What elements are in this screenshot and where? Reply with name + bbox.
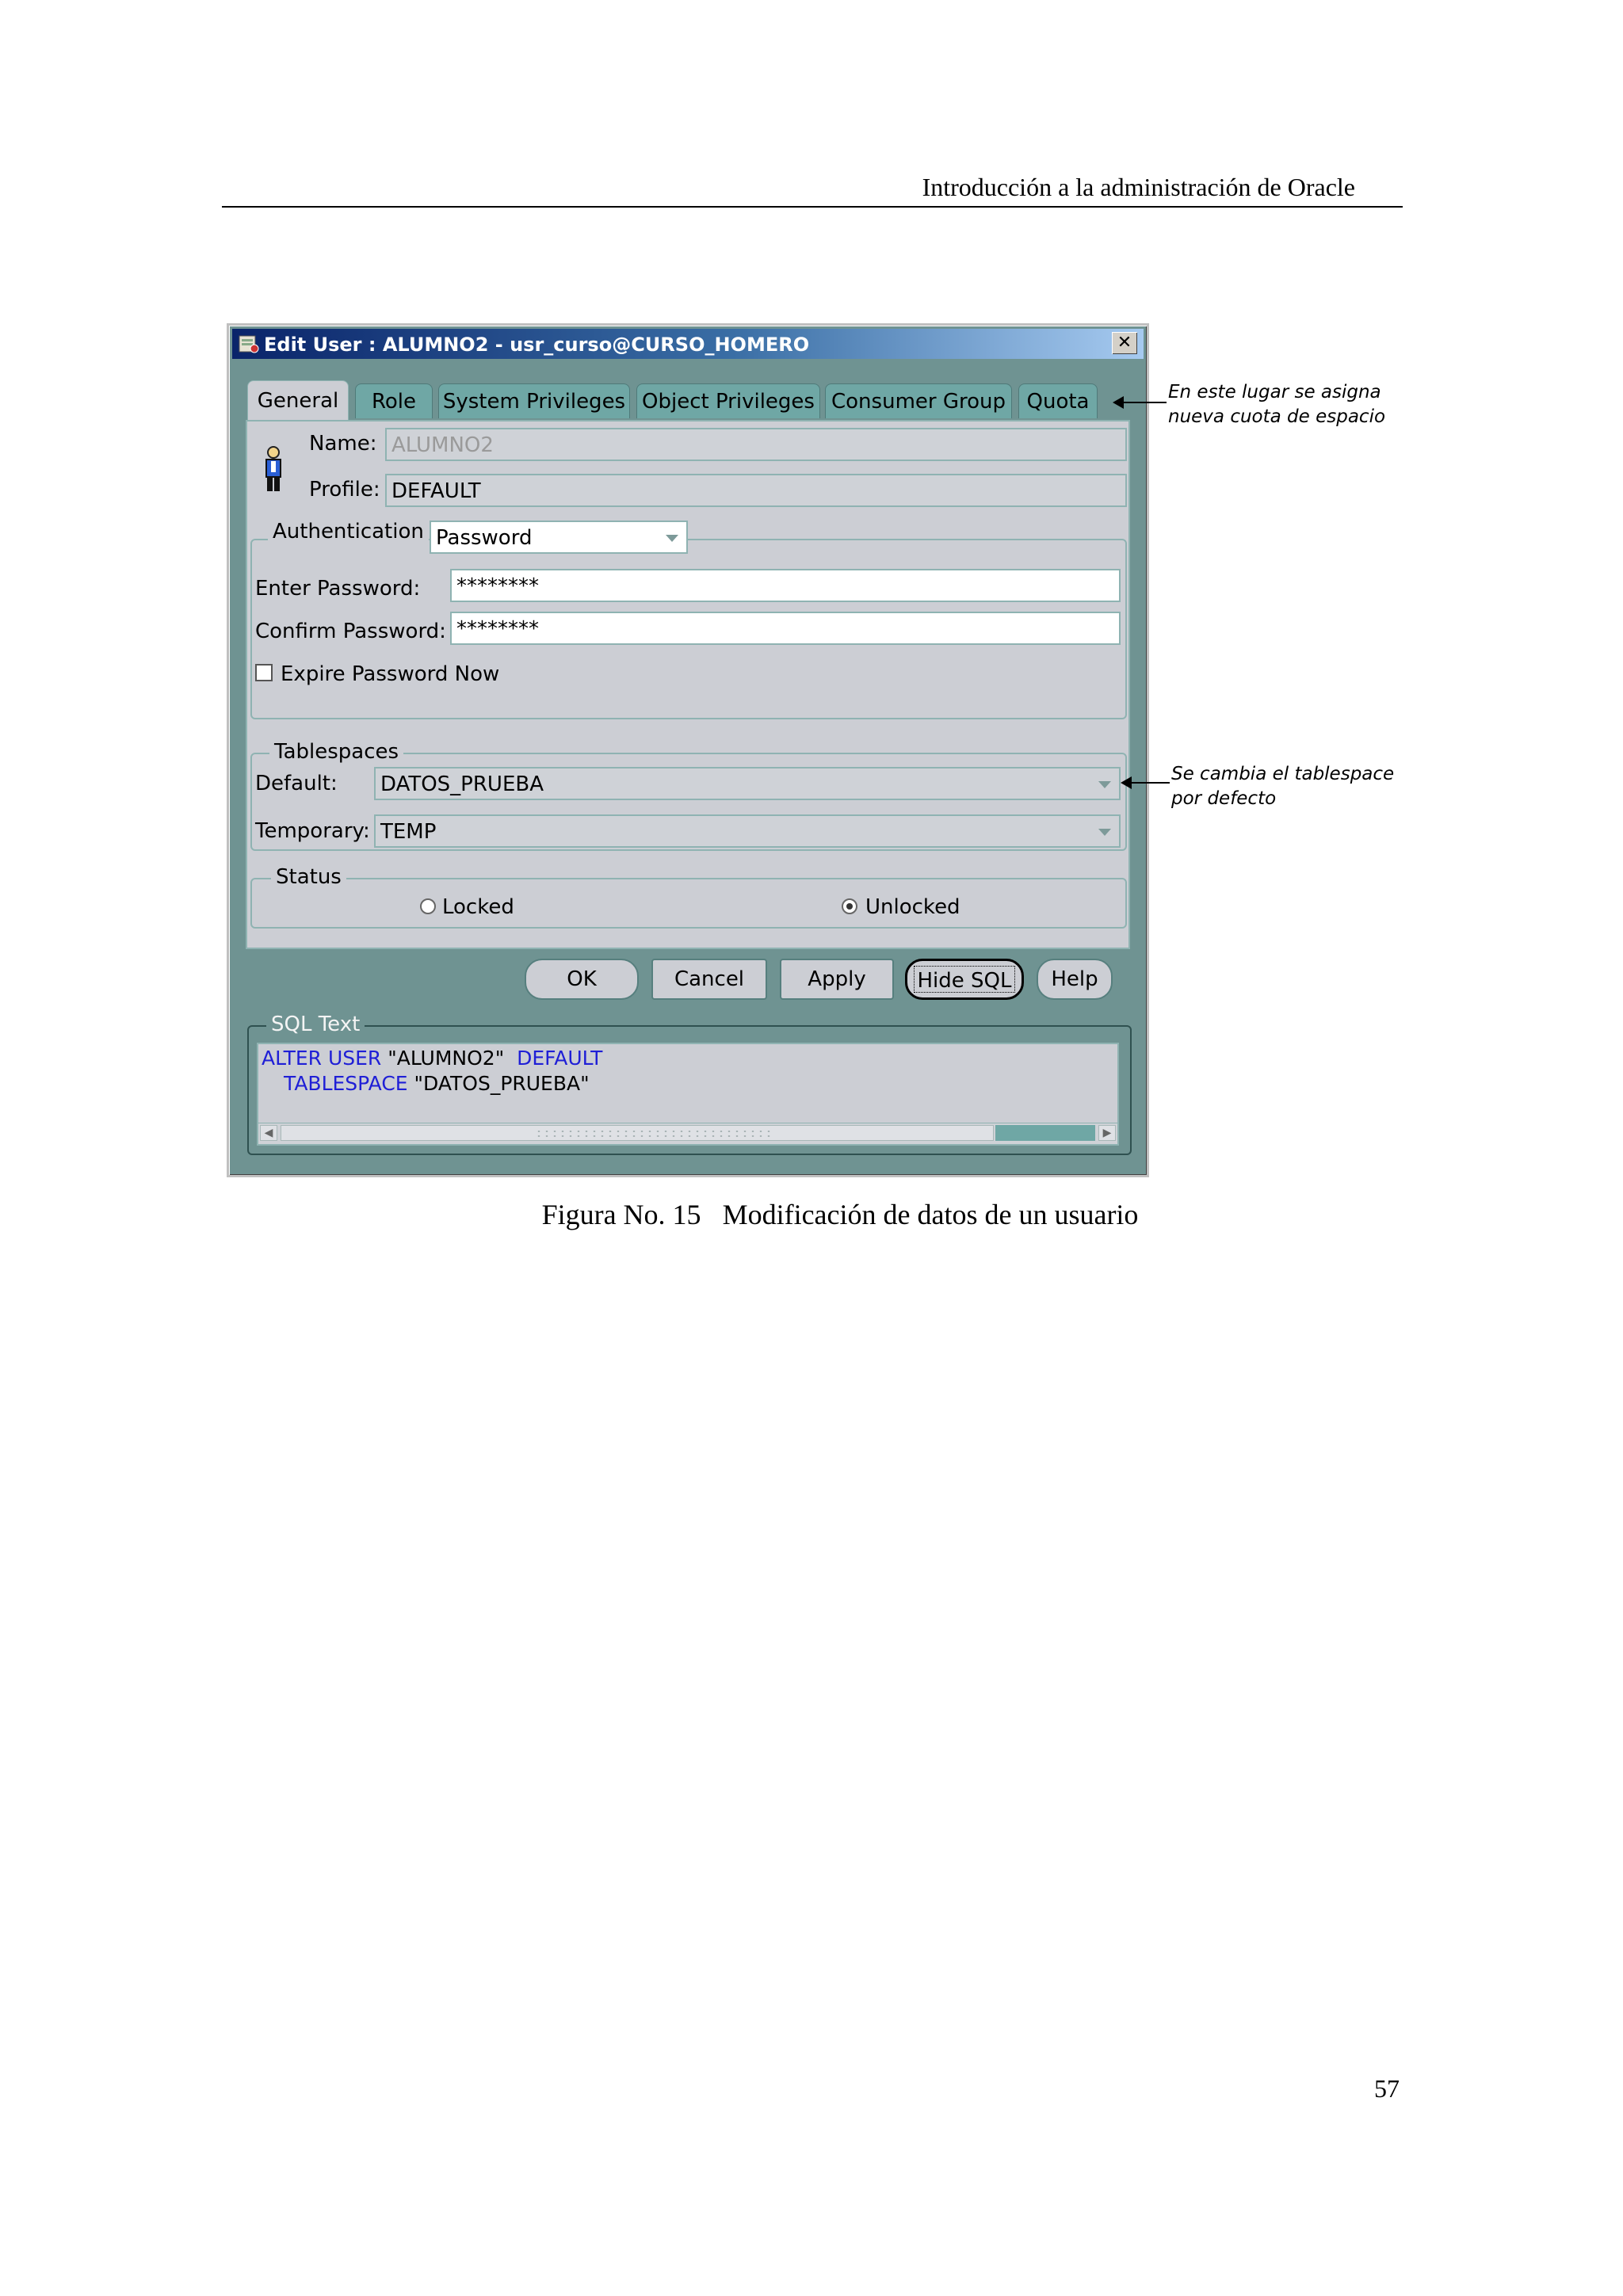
authentication-select[interactable]	[430, 521, 688, 554]
hide-sql-label: Hide SQL	[914, 966, 1015, 993]
cancel-button[interactable]: Cancel	[651, 959, 767, 1000]
status-label: Status	[271, 865, 346, 889]
tablespace-annotation-arrow	[1125, 782, 1170, 784]
quota-annotation-line-2: nueva cuota de espacio	[1168, 406, 1386, 427]
chevron-down-icon	[666, 535, 678, 542]
figure-caption	[444, 1198, 1236, 1231]
chevron-down-icon	[1098, 781, 1111, 788]
header-rule	[222, 206, 1403, 208]
enter-password-field[interactable]: ********	[450, 569, 1121, 602]
confirm-password-label: Confirm Password:	[255, 620, 446, 643]
default-tablespace-label: Default:	[255, 772, 338, 795]
sql-line-2	[262, 1071, 1114, 1097]
ok-button[interactable]: OK	[525, 959, 639, 1000]
figure-caption-text: Modificación de datos de un usuario	[722, 1199, 1139, 1230]
sql-line-1	[262, 1046, 1114, 1071]
tablespace-annotation-line-2: por defecto	[1171, 788, 1277, 809]
sql-text-area[interactable]	[257, 1043, 1119, 1146]
horizontal-scrollbar[interactable]	[258, 1123, 1117, 1144]
scrollbar-thumb[interactable]	[281, 1125, 994, 1141]
window-title: Edit User : ALUMNO2 - usr_curso@CURSO_HOMERO	[264, 334, 810, 356]
tab-role[interactable]: Role	[355, 383, 433, 418]
name-label: Name:	[309, 432, 377, 456]
close-button[interactable]	[1112, 332, 1137, 354]
tab-consumer-group[interactable]: Consumer Group	[825, 383, 1012, 418]
expire-password-label: Expire Password Now	[281, 662, 500, 686]
unlocked-label: Unlocked	[865, 895, 960, 919]
default-tablespace-select[interactable]	[374, 767, 1121, 800]
profile-label: Profile:	[309, 478, 380, 502]
sql-text-label: SQL Text	[266, 1013, 365, 1036]
temporary-tablespace-label: Temporary:	[255, 819, 370, 843]
enter-password-label: Enter Password:	[255, 577, 421, 601]
scroll-grip-icon	[535, 1129, 773, 1137]
arrow-left-icon	[1113, 396, 1124, 409]
running-header: Introducción a la administración de Oracle	[922, 173, 1355, 201]
scrollbar-track[interactable]	[995, 1125, 1095, 1141]
title-bar[interactable]	[232, 329, 1144, 359]
quota-annotation	[1168, 380, 1385, 429]
page-number: 57	[1374, 2074, 1400, 2103]
sql-keyword: DEFAULT	[517, 1047, 603, 1070]
quota-annotation-arrow	[1117, 402, 1167, 403]
tab-object-privileges[interactable]: Object Privileges	[636, 383, 820, 418]
apply-button[interactable]: Apply	[780, 959, 894, 1000]
tablespace-annotation-line-1: Se cambia el tablespace	[1171, 764, 1395, 784]
sql-keyword: TABLESPACE	[284, 1072, 408, 1095]
authentication-label: Authentication	[268, 520, 429, 543]
profile-select[interactable]: DEFAULT	[385, 474, 1127, 507]
locked-label: Locked	[442, 895, 514, 919]
figure-caption-label: Figura No. 15	[541, 1199, 701, 1230]
chevron-down-icon	[1098, 829, 1111, 836]
tab-general[interactable]: General	[247, 380, 349, 420]
temporary-tablespace-value: TEMP	[380, 820, 437, 844]
sql-keyword: ALTER USER	[262, 1047, 382, 1070]
hide-sql-button[interactable]	[905, 959, 1024, 1000]
tablespace-annotation	[1171, 762, 1394, 811]
scroll-right-icon[interactable]: ▶	[1098, 1125, 1116, 1141]
status-group	[250, 878, 1127, 929]
unlocked-radio[interactable]	[842, 898, 857, 914]
sql-text: "ALUMNO2"	[381, 1047, 517, 1070]
close-icon: ✕	[1117, 333, 1132, 353]
locked-radio[interactable]	[420, 898, 436, 914]
scroll-left-icon[interactable]: ◀	[260, 1125, 277, 1141]
arrow-left-icon	[1121, 776, 1132, 789]
help-button[interactable]: Help	[1037, 959, 1113, 1000]
tablespaces-label: Tablespaces	[269, 740, 403, 764]
oracle-app-icon	[239, 334, 259, 354]
confirm-password-field[interactable]: ********	[450, 612, 1121, 645]
name-field[interactable]: ALUMNO2	[385, 428, 1127, 461]
default-tablespace-value: DATOS_PRUEBA	[380, 772, 544, 796]
user-icon	[260, 445, 287, 494]
tab-quota[interactable]: Quota	[1018, 383, 1098, 418]
authentication-value: Password	[436, 526, 533, 550]
temporary-tablespace-select[interactable]	[374, 814, 1121, 848]
tab-system-privileges[interactable]: System Privileges	[438, 383, 630, 418]
quota-annotation-line-1: En este lugar se asigna	[1168, 382, 1381, 402]
sql-text: "DATOS_PRUEBA"	[407, 1072, 590, 1095]
expire-password-checkbox[interactable]	[255, 664, 273, 681]
